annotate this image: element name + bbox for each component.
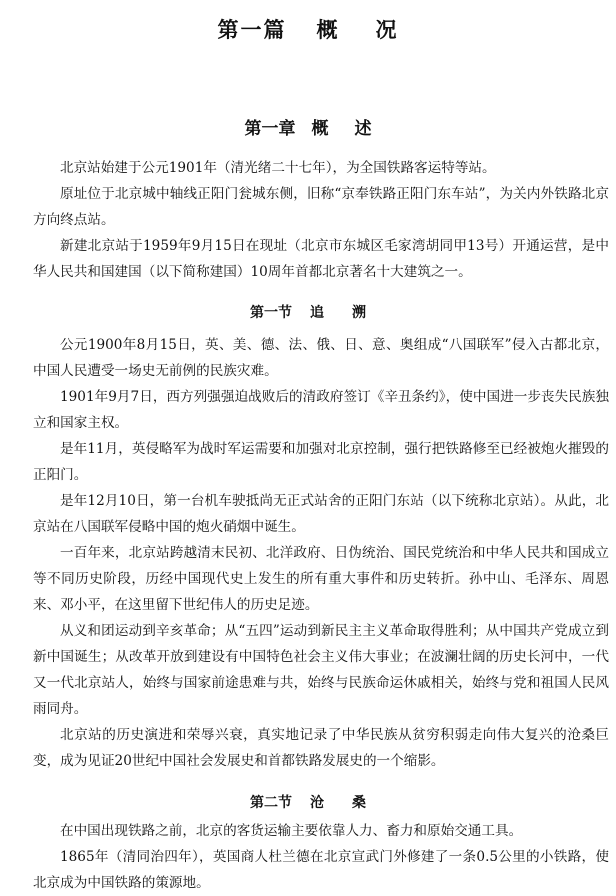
part-title-word-2: 况 (375, 18, 399, 42)
section-title-word-1: 沧 (310, 795, 324, 811)
paragraph: 1865年（清同治四年），英国商人杜兰德在北京宣武门外修建了一条0.5公里的小铁路，使北京成为中国铁路的策源地。 (33, 849, 609, 891)
paragraph: 在中国出现铁路之前，北京的客货运输主要依靠人力、畜力和原始交通工具。 (60, 823, 523, 839)
chapter-title-word-1: 概 (311, 119, 329, 139)
chapter-title-word-2: 述 (354, 119, 372, 139)
section-title (0, 302, 616, 322)
section-title-number: 第一节 (250, 305, 292, 321)
paragraph: 原址位于北京城中轴线正阳门瓮城东侧，旧称“京奉铁路正阳门东车站”，为关内外铁路北京方向终点站。 (33, 186, 609, 228)
part-title-number: 第一篇 (217, 18, 287, 42)
chapter-title-number: 第一章 (244, 119, 296, 139)
paragraph: 从义和团运动到辛亥革命；从“五四”运动到新民主主义革命取得胜利；从中国共产党成立到新中国诞生；从改革开放到建设有中国特色社会主义伟大事业；在波澜壮阔的历史长河中，一代又一代北京站人，始终与国家前途患难与共，始终与民族命运休戚相关，始终与党和祖国人民风雨同舟。 (33, 623, 609, 717)
paragraph: 新建北京站于1959年9月15日在现址（北京市东城区毛家湾胡同甲13号）开通运营，是中华人民共和国建国（以下简称建国）10周年首都北京著名十大建筑之一。 (33, 238, 609, 280)
paragraph: 1901年9月7日，西方列强强迫战败后的清政府签订《辛丑条约》，使中国进一步丧失民族独立和国家主权。 (33, 389, 609, 431)
paragraph: 是年12月10日，第一台机车驶抵尚无正式站舍的正阳门东站（以下统称北京站）。从此，北京站在八国联军侵略中国的炮火硝烟中诞生。 (33, 493, 609, 535)
section-title (0, 792, 616, 812)
chapter-title (0, 114, 616, 139)
part-title-word-1: 概 (316, 18, 340, 42)
paragraph: 是年11月，英侵略军为战时军运需要和加强对北京控制，强行把铁路修至已经被炮火摧毁的正阳门。 (33, 441, 609, 483)
section-title-number: 第二节 (250, 795, 292, 811)
section-title-word-1: 追 (310, 305, 324, 321)
paragraph: 公元1900年8月15日，英、美、德、法、俄、日、意、奥组成“八国联军”侵入古都北京，中国人民遭受一场史无前例的民族灾难。 (33, 337, 609, 379)
part-title (0, 14, 616, 44)
paragraph: 北京站的历史演进和荣辱兴衰，真实地记录了中华民族从贫穷积弱走向伟大复兴的沧桑巨变，成为见证20世纪中国社会发展史和首都铁路发展史的一个缩影。 (33, 727, 609, 769)
paragraph: 北京站始建于公元1901年（清光绪二十七年），为全国铁路客运特等站。 (60, 160, 496, 176)
section-title-word-2: 桑 (352, 795, 366, 811)
section-title-word-2: 溯 (352, 305, 366, 321)
paragraph: 一百年来，北京站跨越清末民初、北洋政府、日伪统治、国民党统治和中华人民共和国成立等不同历史阶段，历经中国现代史上发生的所有重大事件和历史转折。孙中山、毛泽东、周恩来、邓小平，在这里留下世纪伟人的历史足迹。 (33, 545, 609, 613)
